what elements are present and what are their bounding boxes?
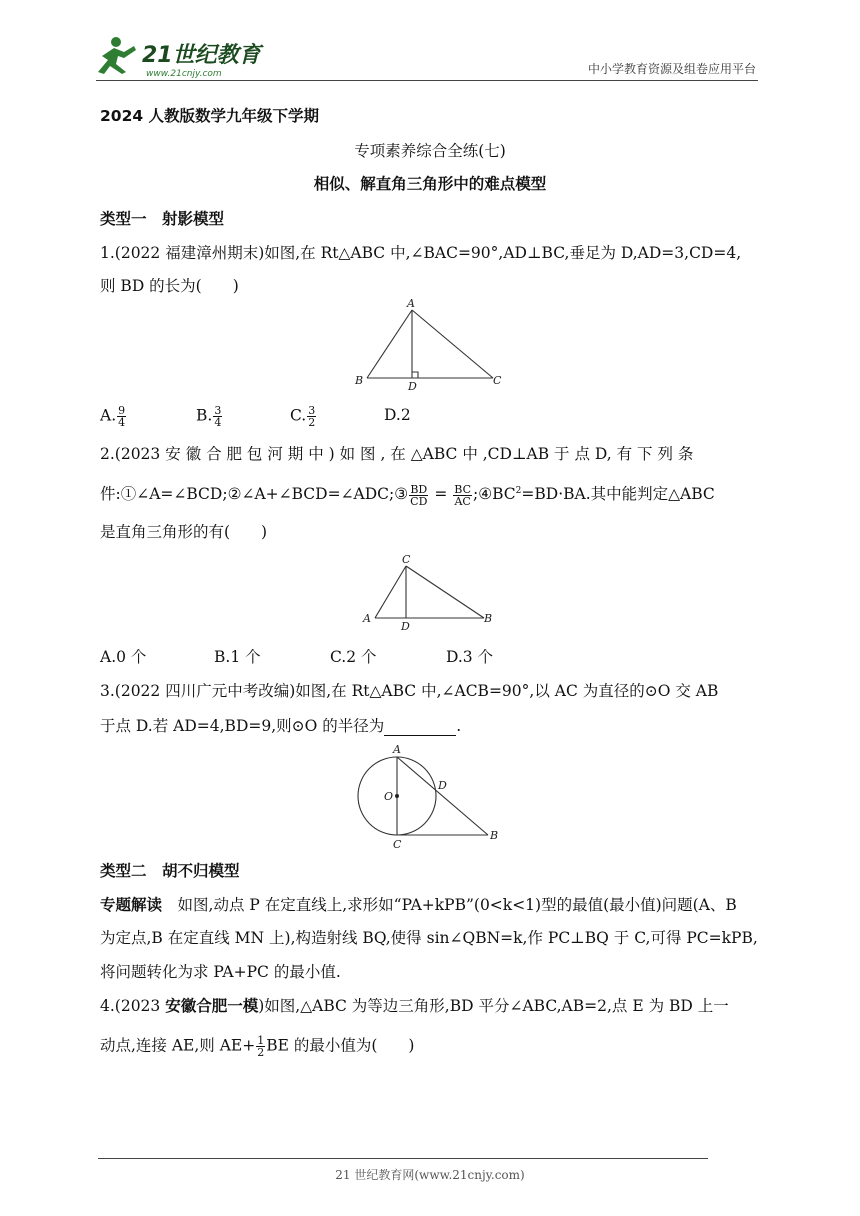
q1-choice-c[interactable]: C. $\frac{3}{2}$ xyxy=(290,404,316,429)
q4-stem-line2: 动点,连接 AE,则 AE+ $\frac{1}{2}$ BE 的最小值为( ) xyxy=(100,1034,415,1059)
header-divider xyxy=(96,80,758,81)
explain-label: 专题解读 xyxy=(100,896,163,914)
q1-choice-d[interactable]: D.2 xyxy=(384,406,411,424)
type1-heading: 类型一 射影模型 xyxy=(100,210,225,228)
header-slogan: 中小学教育资源及组卷应用平台 xyxy=(587,62,756,76)
q2-choice-c[interactable]: C.2 个 xyxy=(330,648,377,666)
q2-label-c: C xyxy=(402,553,411,566)
q3-label-c: C xyxy=(393,838,402,851)
q3-label-d: D xyxy=(438,779,447,792)
q2-choice-a[interactable]: A.0 个 xyxy=(100,648,147,666)
site-logo xyxy=(96,34,266,80)
q1-choice-a-fraction: $\frac{9}{4}$ xyxy=(118,404,126,429)
q4-fraction: $\frac{1}{2}$ xyxy=(257,1034,265,1059)
q2-choice-b[interactable]: B.1 个 xyxy=(214,648,261,666)
q3-label-o: O xyxy=(384,790,394,803)
explain-line3: 将问题转化为求 PA+PC 的最小值. xyxy=(100,963,341,981)
explain-line1: 专题解读 如图,动点 P 在定直线上,求形如“PA+kPB”(0<k<1)型的最值(最小值)问题(A、B xyxy=(100,896,737,914)
q1-label-a: A xyxy=(407,297,415,310)
q1-label-d: D xyxy=(408,380,417,393)
q2-label-a: A xyxy=(363,612,371,625)
q3-label-a: A xyxy=(393,743,401,756)
q1-choice-a[interactable]: A. $\frac{9}{4}$ xyxy=(100,404,126,429)
logo-url: www.21cnjy.com xyxy=(146,69,222,79)
q2-stem-line1: 2.(2023 安 徽 合 肥 包 河 期 中 ) 如 图 , 在 △ABC 中 ,CD⊥AB 于 点 D, 有 下 列 条 xyxy=(100,445,694,463)
q1-stem-line1: 1.(2022 福建漳州期末)如图,在 Rt△ABC 中,∠BAC=90°,AD⊥BC,垂足为 D,AD=3,CD=4, xyxy=(100,244,742,262)
q1-figure xyxy=(345,296,515,394)
q1-choice-b[interactable]: B. $\frac{3}{4}$ xyxy=(196,404,222,429)
footer-divider xyxy=(98,1158,708,1159)
explain-line2: 为定点,B 在定直线 MN 上),构造射线 BQ,使得 sin∠QBN=k,作 PC⊥BQ 于 C,可得 PC=kPB, xyxy=(100,929,758,947)
q1-stem-line2: 则 BD 的长为( ) xyxy=(100,277,239,295)
q2-fraction-left: $\frac{BD}{CD}$ xyxy=(410,482,428,508)
book-title: 2024 人教版数学九年级下学期 xyxy=(100,107,320,125)
q2-label-d: D xyxy=(401,620,410,633)
q1-choice-c-fraction: $\frac{3}{2}$ xyxy=(308,404,316,429)
q4-stem-line1: 4.(2023 安徽合肥一模)如图,△ABC 为等边三角形,BD 平分∠ABC,AB=2,点 E 为 BD 上一 xyxy=(100,997,729,1015)
q2-label-b: B xyxy=(484,612,493,625)
q3-answer-blank[interactable] xyxy=(384,721,456,736)
q3-stem-line1: 3.(2022 四川广元中考改编)如图,在 Rt△ABC 中,∠ACB=90°,以 AC 为直径的⊙O 交 AB xyxy=(100,682,719,700)
q2-fraction-right: $\frac{BC}{AC}$ xyxy=(454,482,471,508)
topic-title: 相似、解直角三角形中的难点模型 xyxy=(313,175,547,193)
runner-icon xyxy=(98,37,136,74)
logo-text: 21世纪教育 xyxy=(142,43,261,68)
q1-label-c: C xyxy=(493,374,502,387)
section-title: 专项素养综合全练(七) xyxy=(354,142,506,160)
type2-heading: 类型二 胡不归模型 xyxy=(100,862,240,880)
q2-figure xyxy=(358,550,508,634)
q2-choice-d[interactable]: D.3 个 xyxy=(446,648,494,666)
footer-text: 21 世纪教育网(www.21cnjy.com) xyxy=(335,1168,525,1182)
q2-stem-line3: 是直角三角形的有( ) xyxy=(100,523,268,541)
q3-label-b: B xyxy=(490,829,499,842)
q2-stem-line2: 件:①∠A=∠BCD;②∠A+∠BCD=∠ADC;③ $\frac{BD}{CD}$ = $\frac{BC}{AC}$ $;④BC^2=BD\cdot BA$.其中能判定△ABC xyxy=(100,482,715,508)
q1-label-b: B xyxy=(355,374,364,387)
q3-figure xyxy=(348,738,508,852)
q3-stem-line2: 于点 D.若 AD=4,BD=9,则⊙O 的半径为 . xyxy=(100,717,462,735)
q1-choice-b-fraction: $\frac{3}{4}$ xyxy=(214,404,222,429)
